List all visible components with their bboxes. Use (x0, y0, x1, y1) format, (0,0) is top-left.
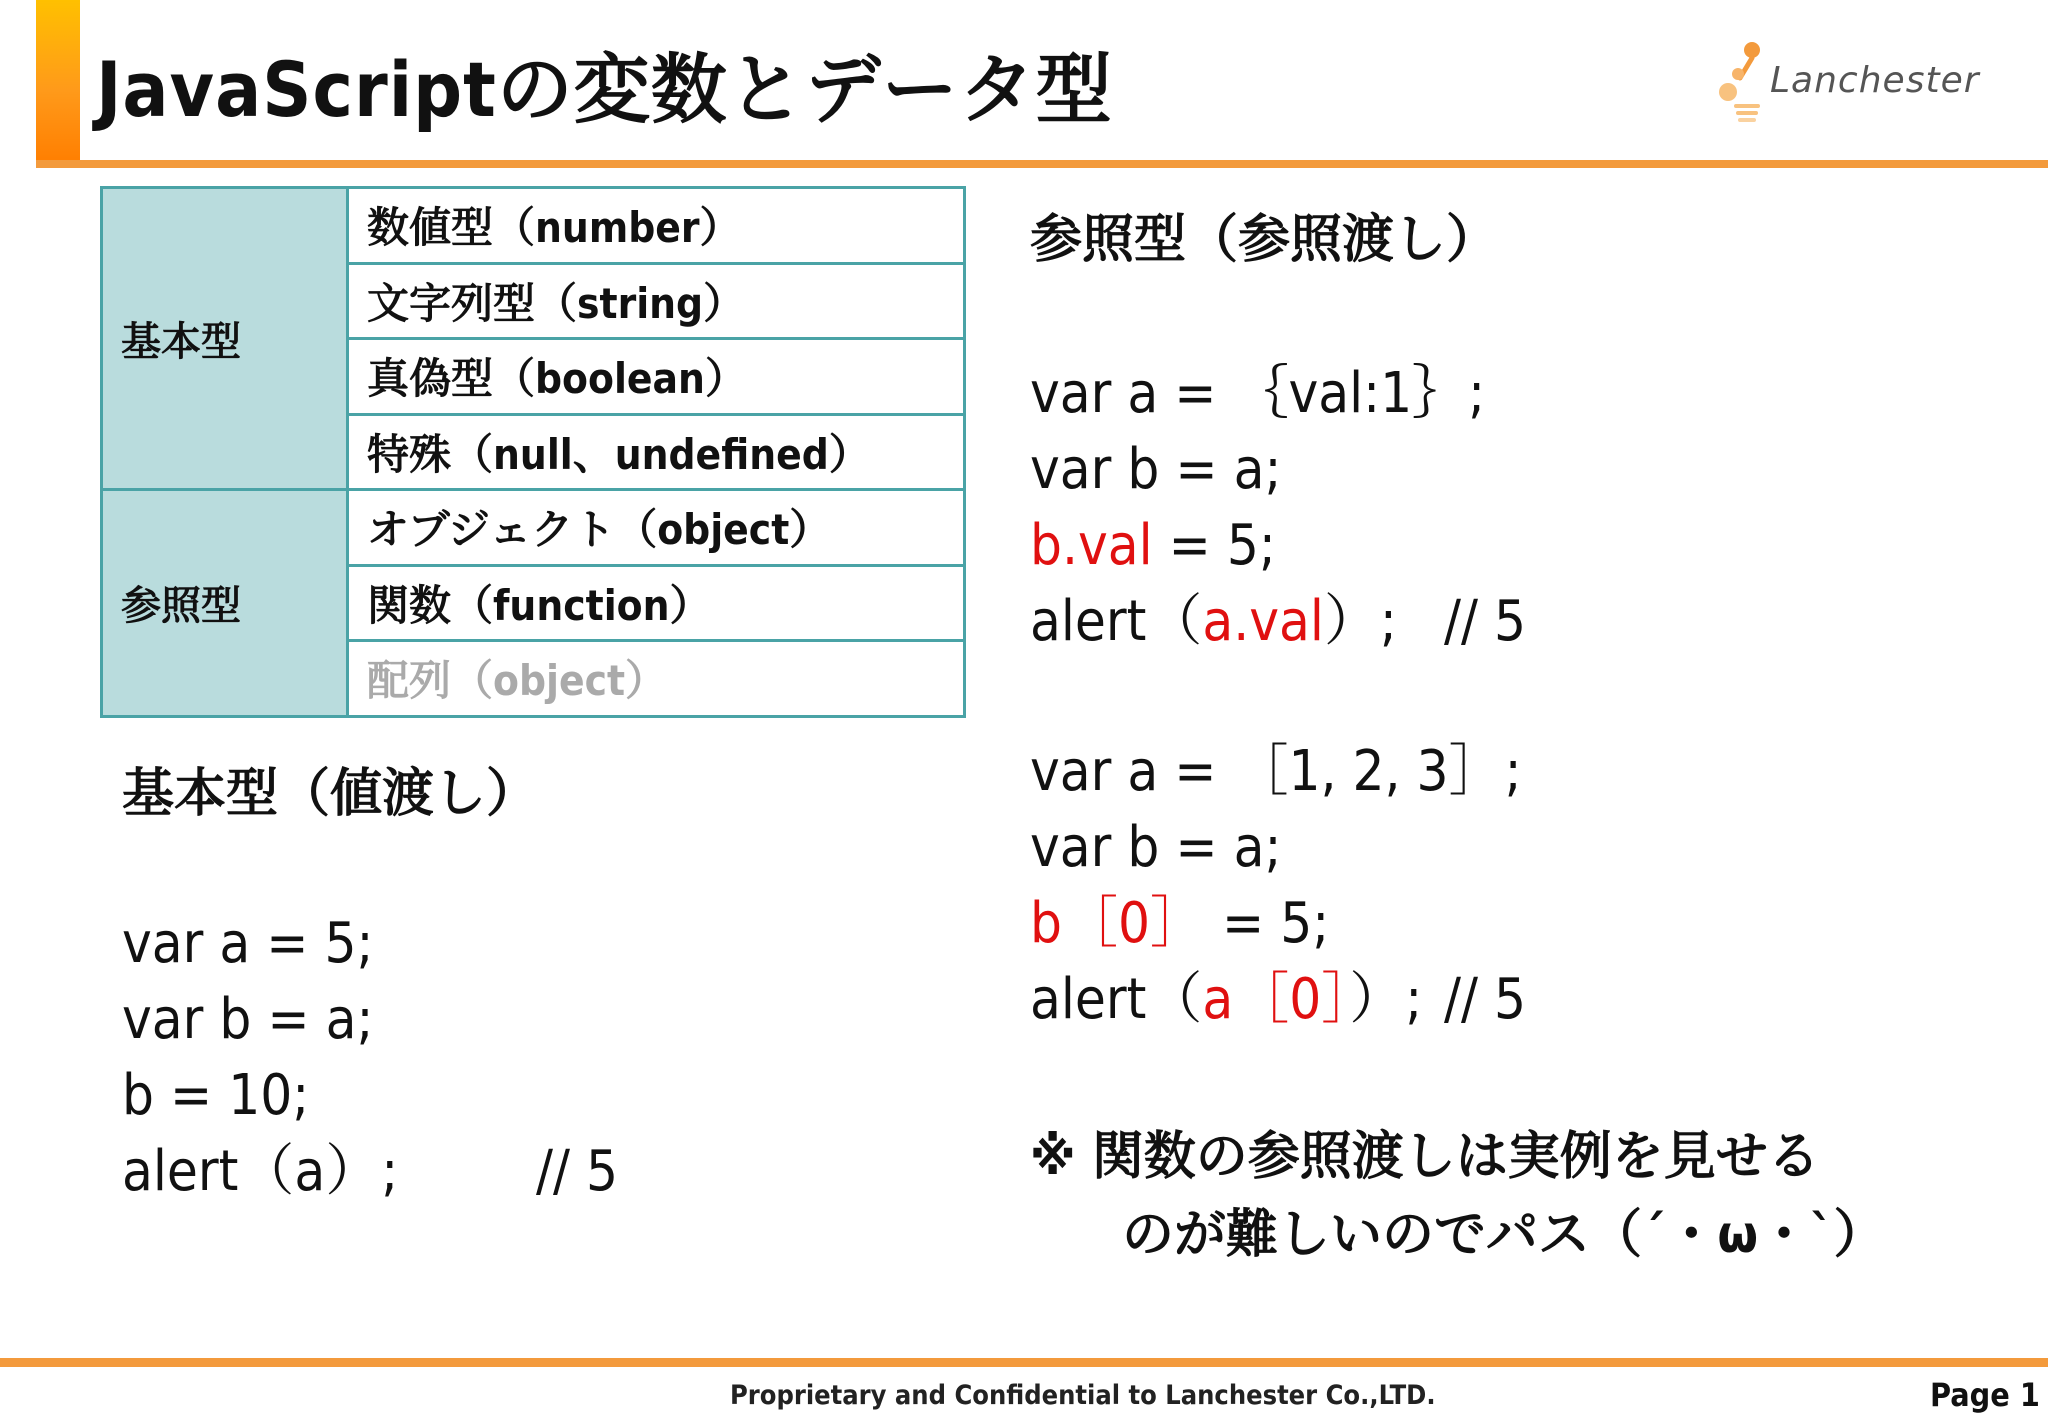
type-item: 数値型（number） (348, 188, 965, 264)
reference-heading: 参照型（参照渡し） (1030, 210, 1499, 270)
footer-rule (0, 1358, 2048, 1367)
company-logo (1718, 40, 1980, 132)
code-comment: // 5 (1444, 589, 1527, 654)
note (1030, 1118, 1885, 1274)
category-reference: 参照型 (102, 490, 348, 717)
category-primitive: 基本型 (102, 188, 348, 490)
code-line: var a = ［1, 2, 3］; (1030, 739, 1522, 804)
object-code-block (1030, 356, 1527, 660)
highlight-text: b.val (1030, 513, 1153, 578)
code-line (122, 1134, 619, 1210)
type-item: 特殊（null、undefined） (348, 414, 965, 490)
code-text: alert（ (1030, 589, 1203, 654)
note-line: ※ 関数の参照渡しは実例を見せる (1030, 1127, 1820, 1187)
table-row (102, 490, 965, 566)
code-comment: // 5 (536, 1139, 619, 1204)
alert-call: alert（a）; (122, 1139, 399, 1204)
code-line: var b = a; (122, 987, 374, 1052)
code-text: alert（ (1030, 967, 1203, 1032)
code-line: var a = ｛val:1｝; (1030, 361, 1486, 426)
type-item-muted: 配列（object） (348, 641, 965, 717)
code-comment: // 5 (1444, 967, 1527, 1032)
page-number: Page 1 (1930, 1376, 2040, 1414)
code-text: = 5; (1152, 513, 1276, 578)
code-text: = 5; (1206, 891, 1330, 956)
title-accent-bar (36, 0, 80, 164)
slide-title: JavaScriptの変数とデータ型 (96, 45, 1113, 134)
highlight-text: b［0］ (1030, 891, 1207, 956)
primitive-heading: 基本型（値渡し） (122, 764, 539, 824)
code-line (1030, 886, 1522, 962)
footer-confidential: Proprietary and Confidential to Lanchester Co.,LTD. (730, 1380, 1436, 1411)
code-line: var a = 5; (122, 911, 374, 976)
type-item: 文字列型（string） (348, 263, 965, 339)
highlight-text: a.val (1202, 589, 1324, 654)
code-line: var b = a; (1030, 815, 1282, 880)
array-code-block (1030, 734, 1527, 1038)
logo-text: Lanchester (1770, 60, 1980, 101)
primitive-code-block (122, 906, 619, 1210)
note-line: のが難しいのでパス（´・ω・`） (1122, 1205, 1886, 1265)
logo-mark-icon (1718, 40, 1774, 132)
code-line (1030, 508, 1485, 584)
highlight-text: a［0］ (1202, 967, 1350, 1032)
code-line: b = 10; (122, 1063, 310, 1128)
code-line (1030, 584, 1527, 660)
type-item: 関数（function） (348, 565, 965, 641)
code-line (1030, 962, 1527, 1038)
code-text: ）; (1323, 589, 1397, 654)
type-item: オブジェクト（object） (348, 490, 965, 566)
data-type-table (100, 186, 966, 718)
type-item: 真偽型（boolean） (348, 339, 965, 415)
code-line: var b = a; (1030, 437, 1282, 502)
title-underline (36, 160, 2048, 168)
code-text: ）; (1349, 967, 1423, 1032)
table-row (102, 188, 965, 264)
